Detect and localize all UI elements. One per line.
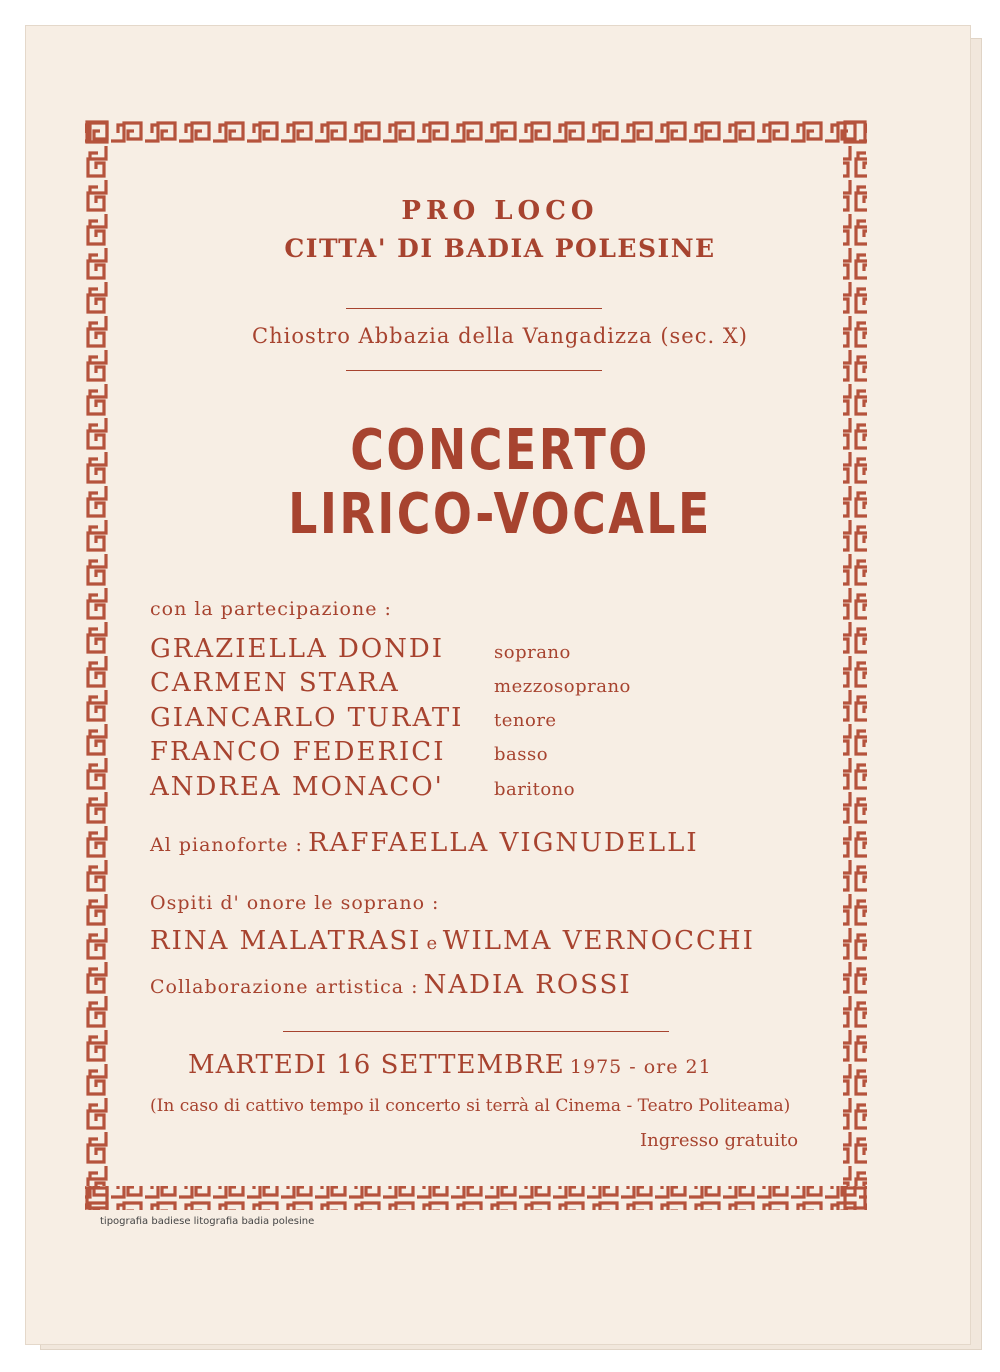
performer-name: FRANCO FEDERICI — [150, 737, 446, 767]
title-line2: LIRICO-VOCALE — [288, 482, 712, 547]
guest-name: WILMA VERNOCCHI — [442, 926, 755, 956]
collab-label: Collaborazione artistica : — [150, 976, 419, 998]
performer-role: mezzosoprano — [494, 676, 631, 697]
title-line1: CONCERTO — [350, 418, 650, 483]
guests-label: Ospiti d' onore le soprano : — [150, 892, 440, 914]
pianist-name: RAFFAELLA VIGNUDELLI — [308, 828, 699, 858]
collab-name: NADIA ROSSI — [423, 970, 632, 1000]
performer-name: GRAZIELLA DONDI — [150, 634, 445, 664]
venue: Chiostro Abbazia della Vangadizza (sec. X) — [252, 324, 748, 348]
greek-key-border — [85, 120, 867, 1210]
printer-credit: tipografia badiese litografia badia polesine — [100, 1216, 315, 1227]
date-line — [188, 1050, 712, 1080]
guest-conjunction: e — [426, 933, 438, 954]
performer-name: CARMEN STARA — [150, 668, 400, 698]
divider-bottom — [283, 1031, 669, 1032]
entry-note: Ingresso gratuito — [640, 1130, 799, 1151]
piano-line — [150, 828, 699, 858]
header-line2: CITTA' DI BADIA POLESINE — [284, 234, 716, 263]
performer-role: soprano — [494, 642, 571, 663]
event-date: MARTEDI 16 SETTEMBRE — [188, 1050, 565, 1080]
performer-role: baritono — [494, 779, 576, 800]
header-line1: PRO LOCO — [401, 196, 599, 226]
performer-role: tenore — [494, 710, 557, 731]
piano-label: Al pianoforte : — [150, 834, 303, 856]
performer-name: GIANCARLO TURATI — [150, 703, 464, 733]
performer-role: basso — [494, 744, 549, 765]
guest-name: RINA MALATRASI — [150, 926, 422, 956]
guests-line — [150, 926, 755, 956]
collab-line — [150, 970, 632, 1000]
participation-label: con la partecipazione : — [150, 598, 392, 620]
performer-name: ANDREA MONACO' — [150, 772, 444, 802]
divider-under-venue — [346, 370, 602, 371]
event-time: 1975 - ore 21 — [569, 1056, 712, 1078]
weather-note: (In caso di cattivo tempo il concerto si terrà al Cinema - Teatro Politeama) — [150, 1096, 791, 1116]
divider-top — [346, 308, 602, 309]
